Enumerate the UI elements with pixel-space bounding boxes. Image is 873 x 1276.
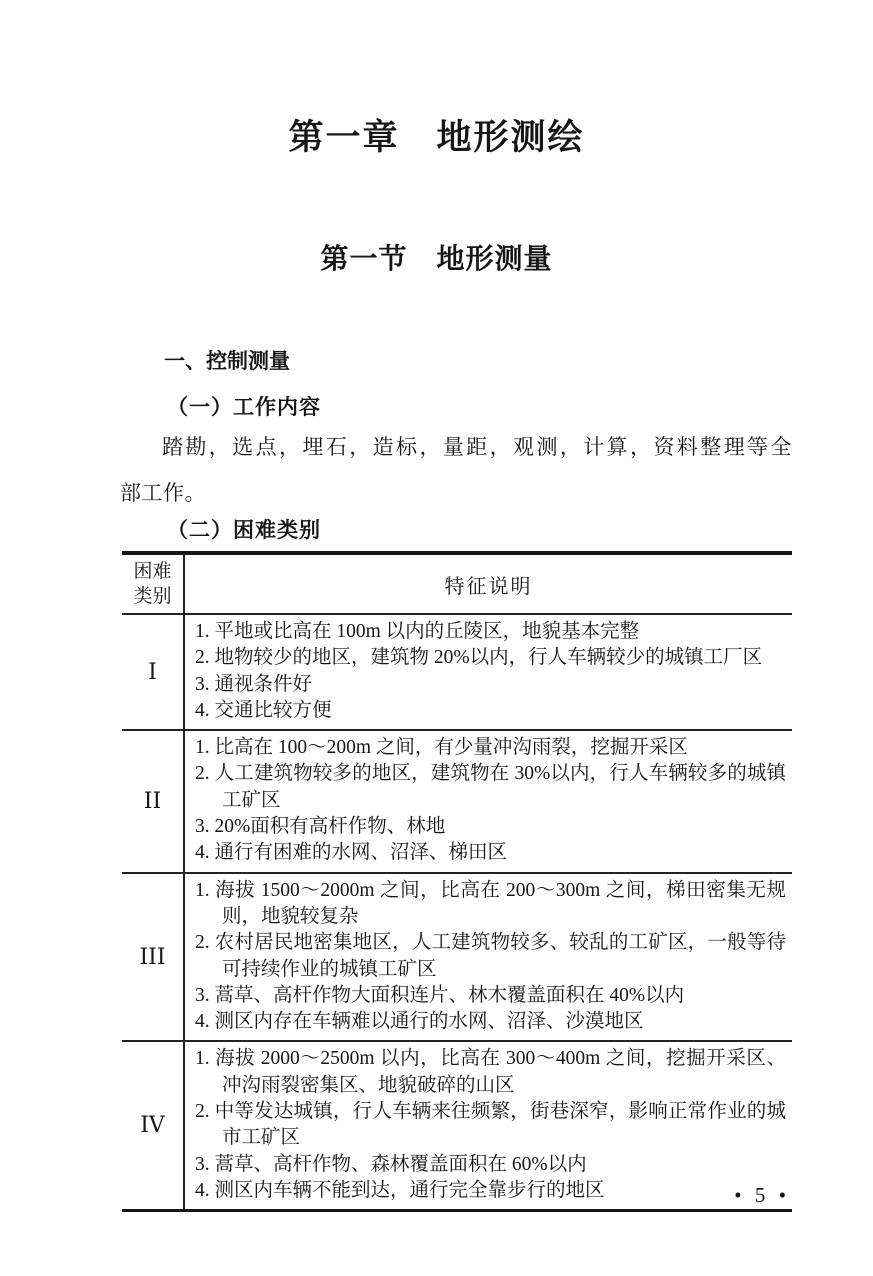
feature-item: 3. 蒿草、高杆作物大面积连片、林木覆盖面积在 40%以内 (195, 984, 685, 1006)
feature-item: 1. 平地或比高在 100m 以内的丘陵区，地貌基本完整 (195, 621, 640, 642)
heading-control-survey: 一、控制测量 (164, 350, 290, 373)
feature-description-cell (184, 873, 792, 1042)
feature-item: 2. 农村居民地密集地区，人工建筑物较多、较乱的工矿区，一般等待可持续作业的城镇工矿区 (195, 932, 786, 980)
table-row (122, 873, 792, 1042)
section-title: 第一节 地形测量 (320, 243, 553, 274)
feature-item: 2. 人工建筑物较多的地区，建筑物在 30%以内，行人车辆较多的城镇工矿区 (195, 763, 786, 811)
feature-item: 1. 海拔 2000～2500m 以内，比高在 300～400m 之间，挖掘开采区、冲沟雨裂密集区、地貌破碎的山区 (195, 1048, 786, 1096)
feature-description-cell (184, 614, 792, 730)
feature-item: 4. 测区内存在车辆难以通行的水网、沼泽、沙漠地区 (195, 1011, 644, 1033)
chapter-title: 第一章 地形测绘 (288, 118, 585, 157)
difficulty-category-cell: I (122, 614, 184, 730)
difficulty-table (122, 551, 792, 1212)
table-header-row (122, 553, 792, 614)
paragraph-line: 部工作。 (120, 481, 206, 505)
feature-item: 1. 海拔 1500～2000m 之间，比高在 200～300m 之间，梯田密集无规则，地貌较复杂 (195, 879, 786, 927)
feature-item: 4. 交通比较方便 (195, 699, 332, 721)
feature-item: 2. 地物较少的地区，建筑物 20%以内，行人车辆较少的城镇工厂区 (195, 647, 763, 669)
heading-work-content: （一）工作内容 (167, 395, 321, 419)
paragraph-line: 踏勘，选点，埋石，造标，量距，观测，计算，资料整理等全 (162, 435, 792, 459)
feature-description-cell (184, 1041, 792, 1210)
difficulty-category-cell: II (122, 730, 184, 872)
feature-description-header: 特征说明 (184, 553, 792, 614)
difficulty-category-cell: III (122, 873, 184, 1042)
feature-item: 1. 比高在 100～200m 之间，有少量冲沟雨裂，挖掘开采区 (195, 737, 688, 759)
difficulty-category-header-line1: 困难 (133, 561, 172, 582)
difficulty-category-cell: IV (122, 1041, 184, 1210)
table-row (122, 614, 792, 730)
difficulty-table-body (122, 614, 792, 1211)
table-row (122, 1041, 792, 1210)
feature-item: 2. 中等发达城镇，行人车辆来往频繁，街巷深窄，影响正常作业的城市工矿区 (195, 1101, 786, 1149)
feature-description-cell (184, 730, 792, 872)
difficulty-category-header-line2: 类别 (133, 586, 172, 607)
feature-item: 4. 通行有困难的水网、沼泽、梯田区 (195, 842, 508, 864)
table-row (122, 730, 792, 872)
feature-item: 3. 蒿草、高杆作物、森林覆盖面积在 60%以内 (195, 1153, 587, 1175)
feature-item: 3. 20%面积有高杆作物、林地 (195, 816, 446, 838)
feature-item: 4. 测区内车辆不能到达，通行完全靠步行的地区 (195, 1179, 605, 1201)
page-number: • 5 • (734, 1183, 790, 1207)
feature-item: 3. 通视条件好 (195, 673, 313, 695)
heading-difficulty-category: （二）困难类别 (167, 518, 321, 542)
difficulty-category-header (122, 553, 184, 614)
